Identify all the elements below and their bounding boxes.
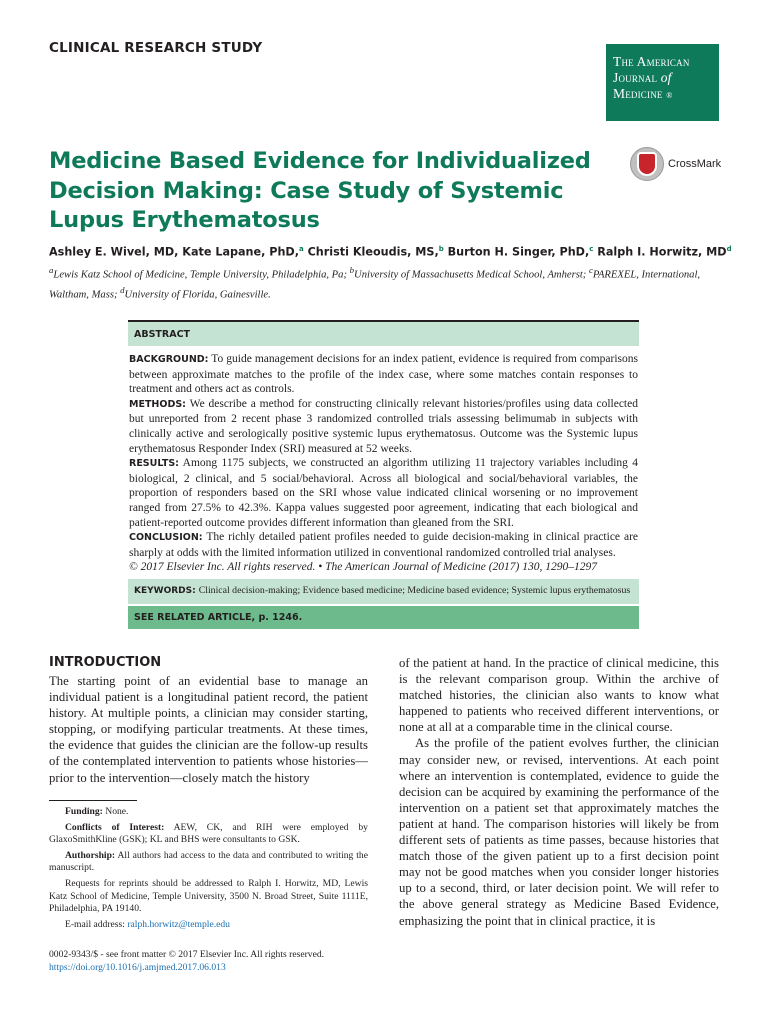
author-name: Christi Kleoudis, MS, bbox=[303, 245, 439, 259]
footnotes bbox=[49, 806, 368, 934]
crossmark-button[interactable] bbox=[630, 147, 721, 181]
author-affil-marker: d bbox=[726, 245, 732, 253]
left-column bbox=[49, 655, 368, 786]
abstract-body bbox=[128, 346, 639, 575]
journal-logo-line3: Medicine ® bbox=[613, 86, 673, 101]
author-affil-marker: a bbox=[298, 245, 304, 253]
introduction-paragraph: The starting point of an evidential base to manage an individual patient is a longitudinal patient record, the patient history. At multiple points, a clinician may consider starting, stopping, or modifying particular treatments. At these times, the evidence that guides the clinician are the follow-up results of the contemplated intervention to patients whose histories—prior to the intervention—closely match the history bbox=[49, 674, 368, 785]
affiliations: $^a$Lewis Katz School of Medicine, Temple University, Philadelphia, Pa; $^b$University of Massachusetts Medical School, Amherst; $^c$PAREXEL, International, Waltham, Mass; $^d$University of Florida, Gainesville. bbox=[49, 265, 701, 301]
footnote-divider bbox=[49, 800, 137, 801]
abstract-box bbox=[128, 320, 639, 636]
author-list bbox=[49, 245, 732, 259]
author-name: Burton H. Singer, PhD, bbox=[443, 245, 590, 259]
issn-line: 0002-9343/$ - see front matter © 2017 Elsevier Inc. All rights reserved. bbox=[49, 949, 325, 960]
author-affil-marker: c bbox=[589, 245, 594, 253]
related-article-link[interactable]: SEE RELATED ARTICLE, p. 1246. bbox=[128, 606, 639, 629]
introduction-heading: INTRODUCTION bbox=[49, 655, 162, 670]
journal-logo-line2: Journal of bbox=[613, 70, 672, 85]
publication-info bbox=[49, 948, 379, 974]
introduction-paragraph-cont: of the patient at hand. In the practice of clinical medicine, this is the relevant comparison group. Within the archive of matched histories, the clinician also wants to know what happened to patients who received different interventions, or none at all at a comparable time in the clinical course. bbox=[399, 656, 719, 735]
abstract-heading: ABSTRACT bbox=[128, 320, 639, 346]
footnote-reprints: Requests for reprints should be addressed to Ralph I. Horwitz, MD, Lewis Katz School of Medicine, Temple University, 3500 N. Broad Street, Suite 1111E, Philadelphia, PA 19140. bbox=[49, 877, 368, 915]
right-column bbox=[399, 655, 719, 929]
author-affil-marker: b bbox=[438, 245, 444, 253]
author-name: Ashley E. Wivel, MD, Kate Lapane, PhD, bbox=[49, 245, 299, 259]
abstract-results: RESULTS: Among 1175 subjects, we constructed an algorithm utilizing 11 trajectory variables including 4 biological, 2 clinical, and 5 social/behavioral. Across all biological and social/behavioral variables, the proportion of responders based on the SRI whose value indicated clinical worsening or no improvement ranged from 27.5% to 42.3%. Kappa values suggested poor agreement, indicating that each biological and patient-reported outcome provides different information than gleaned from the SRI. bbox=[129, 457, 638, 529]
author-name: Ralph I. Horwitz, MD bbox=[593, 245, 727, 259]
section-label: CLINICAL RESEARCH STUDY bbox=[49, 40, 263, 56]
abstract-conclusion: CONCLUSION: The richly detailed patient profiles needed to guide decision-making in clinical practice are sharply at odds with the limited information utilized in conventional randomized controlled trial analyses. bbox=[129, 531, 638, 559]
abstract-methods: METHODS: We describe a method for constructing clinically relevant histories/profiles using data collected but unreported from 2 recent phase 3 randomized controlled trials assessing belimumab in subjects with clinically active and serologically positive systemic lupus erythematosus. Outcome was the Systemic lupus erythematosus Responder Index (SRI) measured at 52 weeks. bbox=[129, 397, 638, 455]
keywords-box bbox=[128, 579, 639, 604]
crossmark-label: CrossMark bbox=[668, 158, 722, 170]
abstract-citation: © 2017 Elsevier Inc. All rights reserved. • The American Journal of Medicine (2017) 130, 1290–1297 bbox=[129, 561, 598, 574]
email-link[interactable]: ralph.horwitz@temple.edu bbox=[127, 918, 230, 930]
footnote-authorship: Authorship: All authors had access to the data and contributed to writing the manuscript. bbox=[49, 849, 368, 874]
keywords-label: KEYWORDS: bbox=[134, 585, 196, 596]
crossmark-icon bbox=[630, 147, 664, 181]
journal-logo-line1: The American bbox=[613, 54, 690, 69]
doi-link[interactable]: https://doi.org/10.1016/j.amjmed.2017.06.013 bbox=[49, 962, 226, 973]
footnote-funding: Funding: None. bbox=[65, 806, 129, 817]
keywords-text: Clinical decision-making; Evidence based medicine; Medicine based evidence; Systemic lupus erythematosus bbox=[198, 584, 631, 596]
introduction-paragraph: As the profile of the patient evolves further, the clinician may consider new, or revised, interventions. At each point where an intervention is contemplated, evidence to guide the decision can be acquired by examining the performance of the intervention on a patient set that approximately matches the patient at hand. The comparison histories will likely be from different sets of patients as time passes, because histories that match those of the given patient up to a first decision point may not be good matches when you consider longer histories up to a second, third, or later decision point. We will refer to the above general strategy as Medicine Based Evidence, emphasizing the point that in clinical practice, it is bbox=[399, 736, 719, 928]
journal-logo[interactable] bbox=[606, 44, 719, 121]
footnote-conflicts: Conflicts of Interest: AEW, CK, and RIH were employed by GlaxoSmithKline (GSK); KL and BHS were consultants to GSK. bbox=[49, 821, 368, 846]
footnote-email: E-mail address: ralph.horwitz@temple.edu bbox=[65, 918, 230, 930]
abstract-background: BACKGROUND: To guide management decisions for an index patient, evidence is required from comparisons between approximate matches to the profile of the index case, where some matches contain responses to treatment and others act as controls. bbox=[129, 353, 638, 396]
article-title: Medicine Based Evidence for Individualized Decision Making: Case Study of Systemic Lupus Erythematosus bbox=[49, 148, 591, 233]
